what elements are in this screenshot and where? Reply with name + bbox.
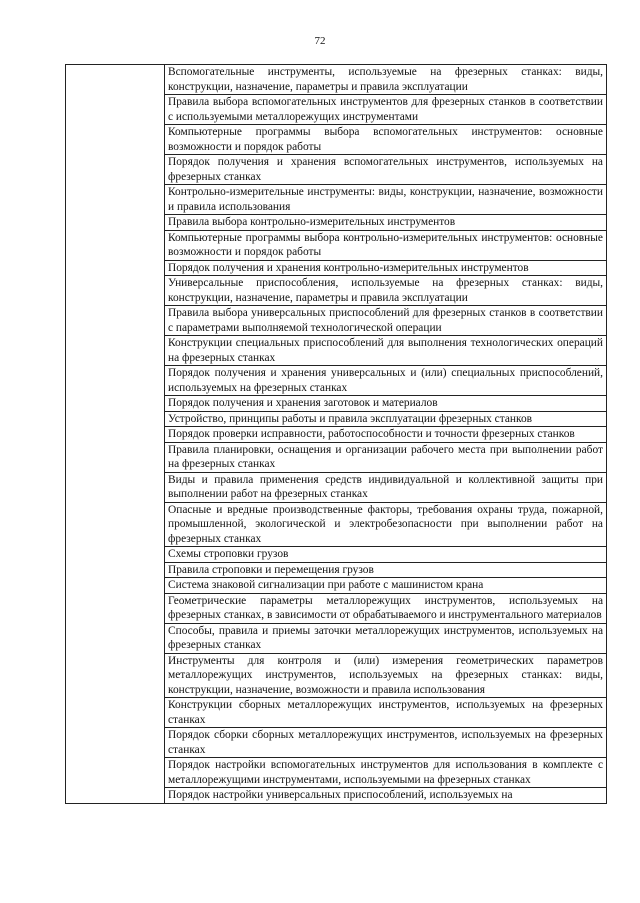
knowledge-item-cell: Правила выбора контрольно-измерительных инструментов: [165, 215, 607, 231]
knowledge-item-cell: Правила строповки и перемещения грузов: [165, 562, 607, 578]
knowledge-item-cell: Контрольно-измерительные инструменты: виды, конструкции, назначение, возможности и правила использования: [165, 185, 607, 215]
knowledge-item-cell: Схемы строповки грузов: [165, 547, 607, 563]
knowledge-item-cell: Порядок проверки исправности, работоспособности и точности фрезерных станков: [165, 427, 607, 443]
page-number: 72: [314, 35, 326, 47]
knowledge-item-cell: Компьютерные программы выбора вспомогательных инструментов: основные возможности и порядок работы: [165, 125, 607, 155]
knowledge-item-cell: Правила выбора универсальных приспособлений для фрезерных станков в соответствии с параметрами выполняемой технологической операции: [165, 306, 607, 336]
knowledge-item-cell: Геометрические параметры металлорежущих инструментов, используемых на фрезерных станках, в зависимости от обрабатываемого и инструментального материалов: [165, 593, 607, 623]
table-body: [66, 65, 607, 804]
knowledge-item-cell: Универсальные приспособления, используемые на фрезерных станках: виды, конструкции, назначение, параметры и правила эксплуатации: [165, 276, 607, 306]
knowledge-item-cell: Правила выбора вспомогательных инструментов для фрезерных станков в соответствии с используемыми металлорежущих инструментами: [165, 95, 607, 125]
knowledge-item-cell: Инструменты для контроля и (или) измерения геометрических параметров металлорежущих инструментов, используемых на фрезерных станках: виды, конструкции, назначение, возможности и правила использования: [165, 653, 607, 698]
knowledge-item-cell: Порядок сборки сборных металлорежущих инструментов, используемых на фрезерных станках: [165, 728, 607, 758]
knowledge-item-cell: Порядок получения и хранения вспомогательных инструментов, используемых на фрезерных станках: [165, 155, 607, 185]
knowledge-item-cell: Компьютерные программы выбора контрольно-измерительных инструментов: основные возможности и порядок работы: [165, 230, 607, 260]
knowledge-item-cell: Порядок настройки универсальных приспособлений, используемых на: [165, 788, 607, 804]
knowledge-item-cell: Опасные и вредные производственные факторы, требования охраны труда, пожарной, промышленной, экологической и электробезопасности при выполнении работ на фрезерных станках: [165, 502, 607, 547]
knowledge-item-cell: Порядок получения и хранения заготовок и материалов: [165, 396, 607, 412]
table-row: [66, 65, 607, 95]
knowledge-item-cell: Порядок получения и хранения универсальных и (или) специальных приспособлений, используемых на фрезерных станках: [165, 366, 607, 396]
knowledge-item-cell: Вспомогательные инструменты, используемые на фрезерных станках: виды, конструкции, назначение, параметры и правила эксплуатации: [165, 65, 607, 95]
knowledge-item-cell: Способы, правила и приемы заточки металлорежущих инструментов, используемых на фрезерных станках: [165, 623, 607, 653]
knowledge-item-cell: Виды и правила применения средств индивидуальной и коллективной защиты при выполнении работ на фрезерных станках: [165, 472, 607, 502]
left-column-cell: [66, 65, 165, 804]
knowledge-item-cell: Конструкции специальных приспособлений для выполнения технологических операций на фрезерных станках: [165, 336, 607, 366]
knowledge-item-cell: Правила планировки, оснащения и организации рабочего места при выполнении работ на фрезерных станках: [165, 442, 607, 472]
knowledge-item-cell: Конструкции сборных металлорежущих инструментов, используемых на фрезерных станках: [165, 698, 607, 728]
knowledge-item-cell: Система знаковой сигнализации при работе с машинистом крана: [165, 578, 607, 594]
knowledge-table: [65, 64, 607, 804]
knowledge-item-cell: Устройство, принципы работы и правила эксплуатации фрезерных станков: [165, 411, 607, 427]
knowledge-item-cell: Порядок настройки вспомогательных инструментов для использования в комплекте с металлорежущими инструментами, используемыми на фрезерных станках: [165, 758, 607, 788]
knowledge-item-cell: Порядок получения и хранения контрольно-измерительных инструментов: [165, 260, 607, 276]
